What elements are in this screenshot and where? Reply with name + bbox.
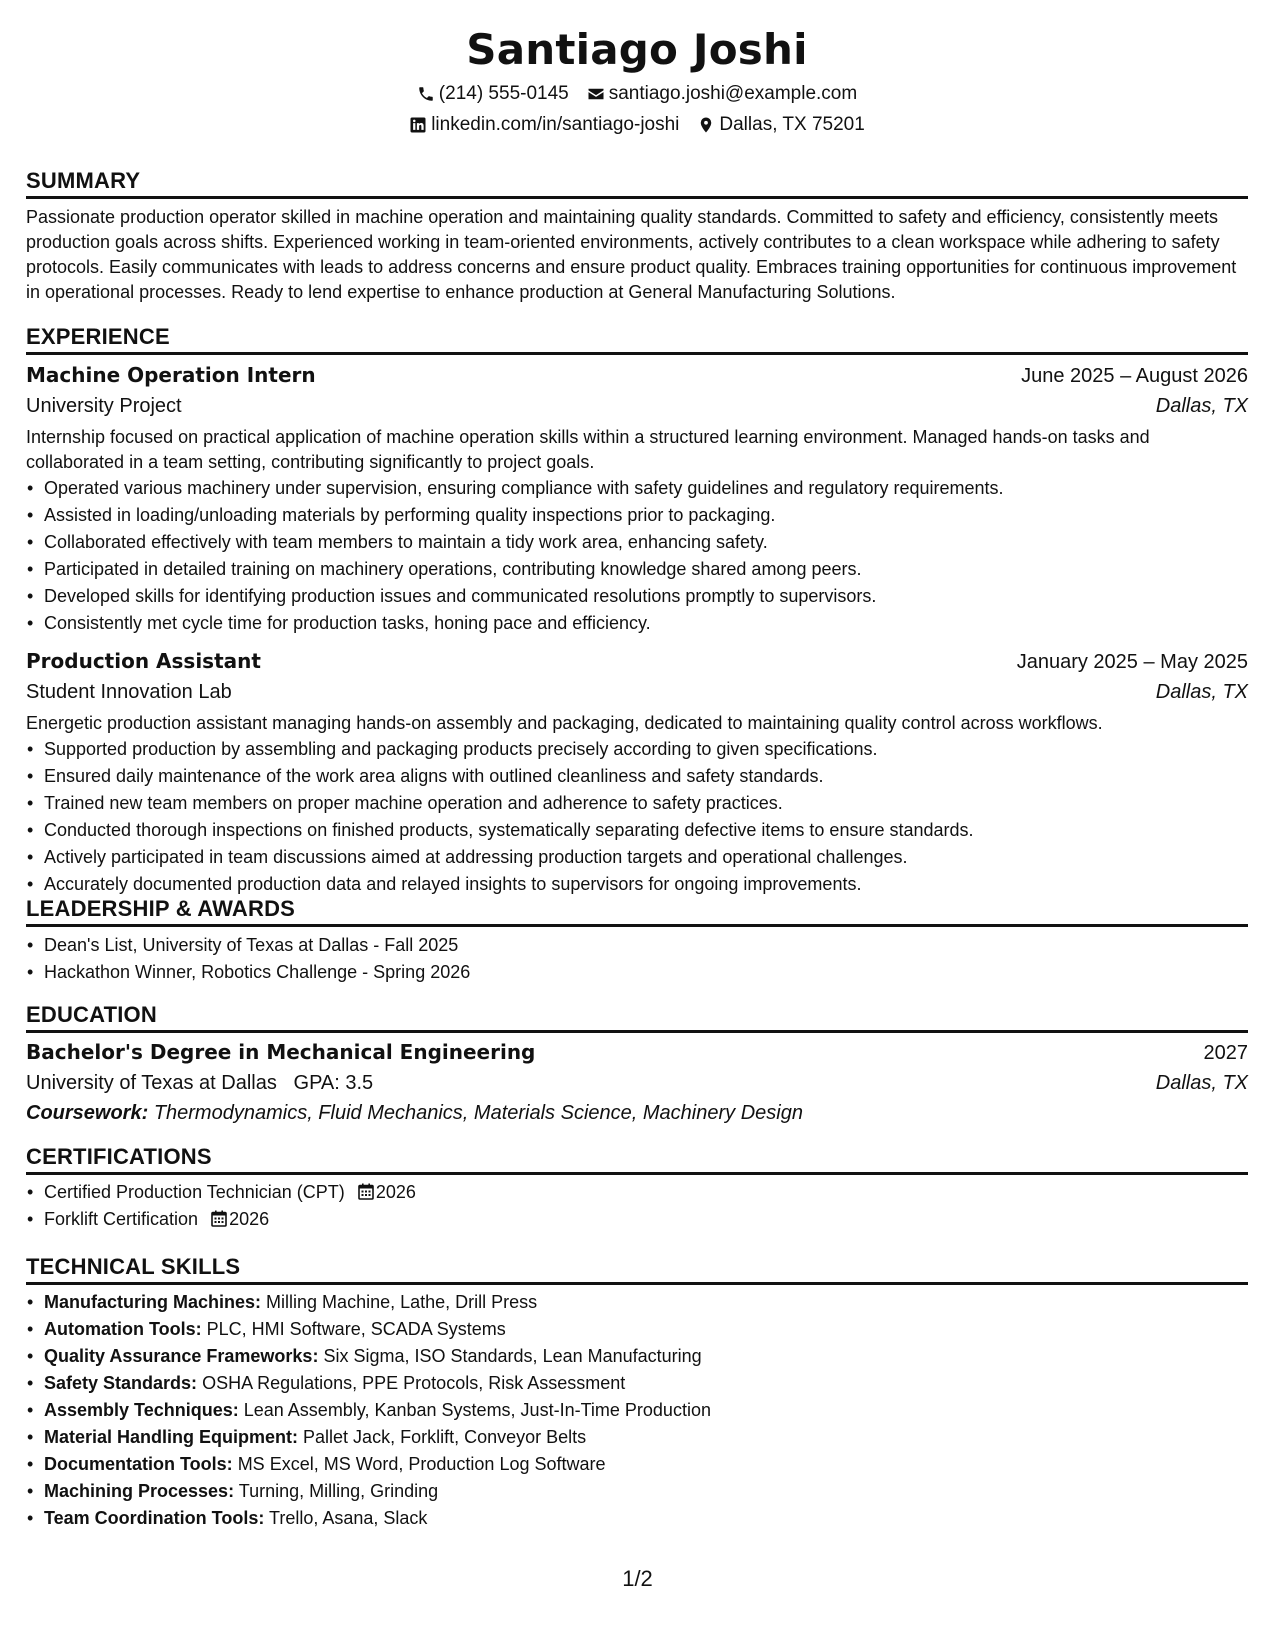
skills-section (26, 1254, 1248, 1532)
list-item: • Actively participated in team discussions aimed at addressing production targets and operational challenges. (44, 844, 1248, 871)
skill-label: Quality Assurance Frameworks: (44, 1346, 319, 1366)
resume-header (26, 0, 1248, 140)
job-bullets (26, 475, 1248, 637)
certification-year: 2026 (229, 1209, 270, 1229)
leadership-section (26, 896, 1248, 986)
school-row (26, 1068, 1248, 1098)
list-item: • Supported production by assembling and packaging products precisely according to given specifications. (44, 736, 1248, 763)
job-org: University Project (26, 395, 182, 417)
coursework (26, 1098, 1248, 1128)
location-text: Dallas, TX 75201 (719, 114, 865, 135)
list-item: • Operated various machinery under supervision, ensuring compliance with safety guidelines and regulatory requirements. (44, 475, 1248, 502)
linkedin-icon (409, 116, 427, 134)
job-description: Energetic production assistant managing hands-on assembly and packaging, dedicated to maintaining quality control across workflows. (26, 713, 1103, 733)
certification-name: Forklift Certification (44, 1209, 199, 1229)
list-item (44, 1451, 1248, 1478)
phone-contact[interactable] (417, 78, 569, 109)
list-item (44, 1179, 1248, 1206)
skill-value: Six Sigma, ISO Standards, Lean Manufacturing (323, 1346, 702, 1366)
list-item: • Hackathon Winner, Robotics Challenge - Spring 2026 (44, 959, 1248, 986)
job-description: Internship focused on practical application of machine operation skills within a structured learning environment. Managed hands-on tasks and collaborated in a team setting, contributing significantly to project goals. (26, 427, 1150, 472)
list-item: • Dean's List, University of Texas at Dallas - Fall 2025 (44, 932, 1248, 959)
job-header-row (26, 360, 1248, 391)
envelope-icon (587, 85, 605, 103)
list-item: • Accurately documented production data and relayed insights to supervisors for ongoing improvements. (44, 871, 1248, 898)
skill-value: Milling Machine, Lathe, Drill Press (266, 1292, 538, 1312)
page-number: 1/2 (622, 1566, 653, 1591)
calendar-icon (211, 1210, 227, 1227)
skill-value: Lean Assembly, Kanban Systems, Just-In-Time Production (243, 1400, 711, 1420)
list-item: • Consistently met cycle time for production tasks, honing pace and efficiency. (44, 610, 1248, 637)
list-item (44, 1316, 1248, 1343)
phone-text: (214) 555-0145 (438, 83, 569, 104)
candidate-name: Santiago Joshi (466, 25, 808, 74)
section-title-education: EDUCATION (26, 1002, 1248, 1033)
summary-section (26, 168, 1248, 305)
skills-list (26, 1289, 1248, 1532)
job-bullets (26, 736, 1248, 898)
skill-label: Team Coordination Tools: (44, 1508, 265, 1528)
job-entry (26, 646, 1248, 898)
degree-row (26, 1037, 1248, 1068)
list-item: • Assisted in loading/unloading materials by performing quality inspections prior to packaging. (44, 502, 1248, 529)
list-item (44, 1370, 1248, 1397)
job-header-row (26, 646, 1248, 677)
skill-value: MS Excel, MS Word, Production Log Software (237, 1454, 606, 1474)
experience-section (26, 324, 1248, 898)
job-dates: June 2025 – August 2026 (1021, 365, 1248, 387)
list-item: • Trained new team members on proper machine operation and adherence to safety practices. (44, 790, 1248, 817)
job-title: Machine Operation Intern (26, 363, 316, 387)
job-title: Production Assistant (26, 649, 261, 673)
map-pin-icon (697, 116, 715, 134)
skill-label: Machining Processes: (44, 1481, 235, 1501)
skill-value: Turning, Milling, Grinding (238, 1481, 439, 1501)
list-item (44, 1289, 1248, 1316)
job-location: Dallas, TX (1155, 395, 1248, 417)
job-org-row (26, 391, 1248, 421)
school-location: Dallas, TX (1155, 1072, 1248, 1094)
skill-value: OSHA Regulations, PPE Protocols, Risk Assessment (202, 1373, 626, 1393)
skill-label: Automation Tools: (44, 1319, 202, 1339)
skill-label: Safety Standards: (44, 1373, 198, 1393)
section-title-experience: EXPERIENCE (26, 324, 1248, 355)
job-entry (26, 360, 1248, 637)
education-section (26, 1002, 1248, 1128)
gpa: GPA: 3.5 (293, 1072, 374, 1094)
skill-label: Manufacturing Machines: (44, 1292, 262, 1312)
degree-title: Bachelor's Degree in Mechanical Engineering (26, 1040, 536, 1064)
list-item (44, 1397, 1248, 1424)
certifications-section (26, 1144, 1248, 1233)
list-item (44, 1505, 1248, 1532)
coursework-label: Coursework: (26, 1102, 149, 1124)
graduation-year: 2027 (1203, 1042, 1248, 1064)
list-item: • Participated in detailed training on machinery operations, contributing knowledge shared among peers. (44, 556, 1248, 583)
job-dates: January 2025 – May 2025 (1016, 651, 1248, 673)
email-contact[interactable] (587, 78, 857, 109)
list-item: • Ensured daily maintenance of the work area aligns with outlined cleanliness and safety standards. (44, 763, 1248, 790)
skill-value: Trello, Asana, Slack (269, 1508, 428, 1528)
certifications-list (26, 1179, 1248, 1233)
job-org-row (26, 677, 1248, 707)
job-location: Dallas, TX (1155, 681, 1248, 703)
skill-value: Pallet Jack, Forklift, Conveyor Belts (303, 1427, 587, 1447)
linkedin-contact[interactable] (409, 109, 679, 140)
linkedin-text: linkedin.com/in/santiago-joshi (431, 114, 680, 135)
contact-line-1 (26, 78, 1248, 109)
skill-label: Material Handling Equipment: (44, 1427, 299, 1447)
school-info (26, 1068, 373, 1098)
skill-label: Assembly Techniques: (44, 1400, 239, 1420)
school-name: University of Texas at Dallas (26, 1072, 277, 1094)
leadership-list (26, 932, 1248, 986)
section-title-skills: TECHNICAL SKILLS (26, 1254, 1248, 1285)
location-contact (697, 109, 864, 140)
list-item: • Developed skills for identifying production issues and communicated resolutions promptly to supervisors. (44, 583, 1248, 610)
list-item (44, 1343, 1248, 1370)
skill-label: Documentation Tools: (44, 1454, 233, 1474)
contact-line-2 (26, 109, 1248, 140)
email-text: santiago.joshi@example.com (608, 83, 858, 104)
section-title-summary: SUMMARY (26, 168, 1248, 199)
certification-name: Certified Production Technician (CPT) (44, 1182, 345, 1202)
list-item: • Collaborated effectively with team members to maintain a tidy work area, enhancing safety. (44, 529, 1248, 556)
summary-text: Passionate production operator skilled in machine operation and maintaining quality standards. Committed to safety and efficiency, consistently meets production goals across shifts. Experienced working in team-oriented environments, actively contributes to a clean workspace while adhering to safety protocols. Easily communicates with leads to address concerns and ensure product quality. Embraces training opportunities for continuous improvement in operational processes. Ready to lend expertise to enhance production at General Manufacturing Solutions. (26, 207, 1237, 302)
section-title-leadership: LEADERSHIP & AWARDS (26, 896, 1248, 927)
job-org: Student Innovation Lab (26, 681, 232, 703)
skill-value: PLC, HMI Software, SCADA Systems (206, 1319, 506, 1339)
list-item (44, 1206, 1248, 1233)
list-item (44, 1478, 1248, 1505)
section-title-certifications: CERTIFICATIONS (26, 1144, 1248, 1175)
phone-icon (417, 85, 435, 103)
coursework-list: Thermodynamics, Fluid Mechanics, Materials Science, Machinery Design (153, 1102, 803, 1124)
calendar-icon (358, 1183, 374, 1200)
list-item: • Conducted thorough inspections on finished products, systematically separating defective items to ensure standards. (44, 817, 1248, 844)
certification-year: 2026 (375, 1182, 416, 1202)
list-item (44, 1424, 1248, 1451)
resume-page (26, 0, 1248, 1528)
